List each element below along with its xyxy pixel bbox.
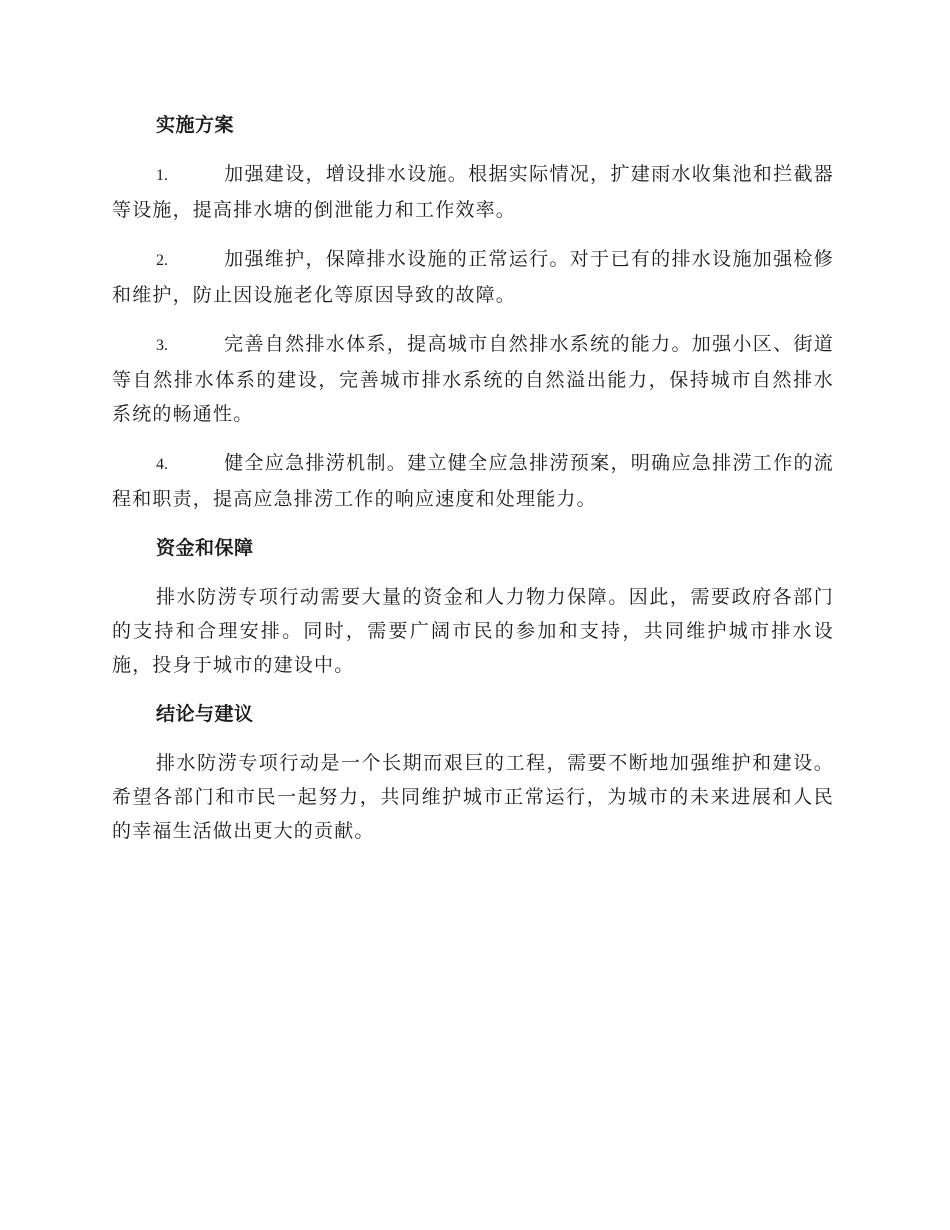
section-heading-funding: 资金和保障 [156, 537, 254, 559]
list-item [112, 327, 834, 431]
list-item-text: 加强建设，增设排水设施。根据实际情况，扩建雨水收集池和拦截器等设施，提高排水塘的倒泄能力和工作效率。 [112, 163, 834, 221]
list-item-text: 健全应急排涝机制。建立健全应急排涝预案，明确应急排涝工作的流程和职责，提高应急排涝工作的响应速度和处理能力。 [112, 452, 834, 510]
list-item-number: 2. [156, 252, 168, 269]
section-heading-implementation: 实施方案 [156, 114, 235, 136]
list-item [112, 242, 834, 312]
list-item [112, 157, 834, 227]
list-item [112, 446, 834, 516]
list-item-text: 完善自然排水体系，提高城市自然排水系统的能力。加强小区、街道等自然排水体系的建设，完善城市排水系统的自然溢出能力，保持城市自然排水系统的畅通性。 [112, 333, 834, 425]
document-content [112, 108, 834, 863]
list-item-number: 4. [156, 456, 168, 473]
funding-paragraph: 排水防涝专项行动需要大量的资金和人力物力保障。因此，需要政府各部门的支持和合理安排。同时，需要广阔市民的参加和支持，共同维护城市排水设施，投身于城市的建设中。 [112, 586, 834, 676]
list-item-number: 3. [156, 337, 168, 354]
section-heading-conclusion: 结论与建议 [156, 703, 254, 725]
list-item-number: 1. [156, 167, 168, 184]
list-item-text: 加强维护，保障排水设施的正常运行。对于已有的排水设施加强检修和维护，防止因设施老化等原因导致的故障。 [112, 248, 834, 306]
conclusion-paragraph: 排水防涝专项行动是一个长期而艰巨的工程，需要不断地加强维护和建设。希望各部门和市民一起努力，共同维护城市正常运行，为城市的未来进展和人民的幸福生活做出更大的贡献。 [112, 752, 834, 842]
